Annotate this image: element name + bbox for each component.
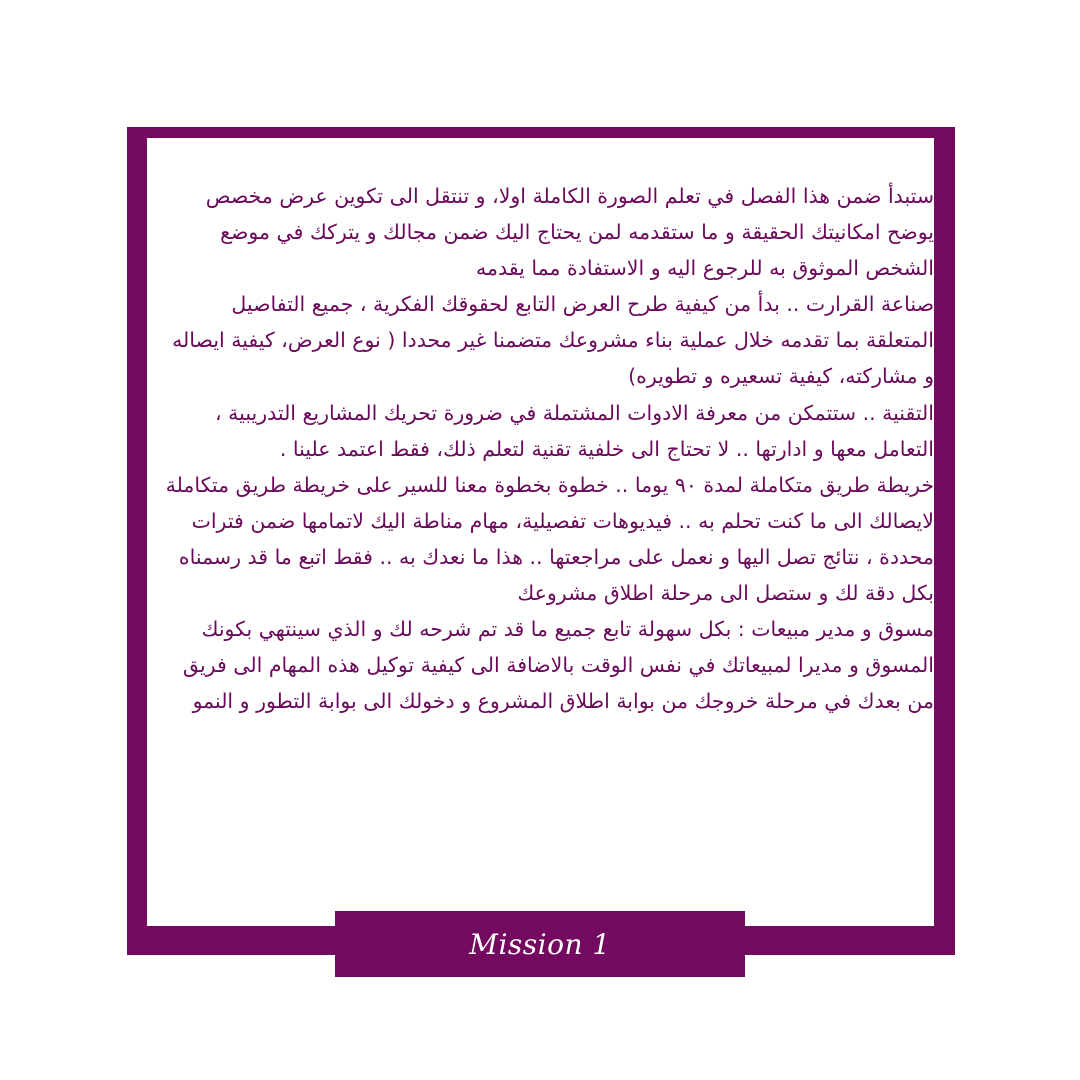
paragraph-decisions: صناعة القرارت .. بدأ من كيفية طرح العرض التابع لحقوقك الفكرية ، جميع التفاصيل المتعلقة بما تقدمه خلال عملية بناء مشروعك متضمنا غير محددا ( نوع العرض، كيفية ايصاله و مشاركته، كيفية تسعيره و تطويره) — [172, 292, 934, 389]
mission-description — [147, 178, 934, 719]
mission-badge — [335, 911, 745, 977]
paragraph-technology: التقنية .. ستتمكن من معرفة الادوات المشتملة في ضرورة تحريك المشاريع التدريبية ، التعامل معها و ادارتها .. لا تحتاج الى خلفية تقنية لتعلم ذلك، فقط اعتمد علينا . — [215, 400, 934, 461]
mission-badge-label: Mission 1 — [469, 927, 611, 961]
paragraph-intro: ستبدأ ضمن هذا الفصل في تعلم الصورة الكاملة اولا، و تنتقل الى تكوين عرض مخصص يوضح امكانيتك الحقيقة و ما ستقدمه لمن يحتاج اليك ضمن مجالك و يتركك في موضع الشخص الموثوق به للرجوع اليه و الاستفادة مما يقدمه — [205, 184, 934, 281]
paragraph-roadmap: خريطة طريق متكاملة لمدة ٩٠ يوما .. خطوة بخطوة معنا للسير على خريطة طريق متكاملة لايصالك الى ما كنت تحلم به .. فيديوهات تفصيلية، مهام مناطة اليك لاتمامها ضمن فترات محددة ، نتائج تصل اليها و نعمل على مراجعتها .. هذا ما نعدك به .. فقط اتبع ما قد رسمناه بكل دقة لك و ستصل الى مرحلة اطلاق مشروعك — [165, 472, 934, 606]
paragraph-marketing: مسوق و مدير مبيعات : بكل سهولة تابع جميع ما قد تم شرحه لك و الذي سينتهي بكونك المسوق و مديرا لمبيعاتك في نفس الوقت بالاضافة الى كيفية توكيل هذه المهام الى فريق من بعدك في مرحلة خروجك من بوابة اطلاق المشروع و دخولك الى بوابة التطور و النمو — [182, 617, 934, 714]
